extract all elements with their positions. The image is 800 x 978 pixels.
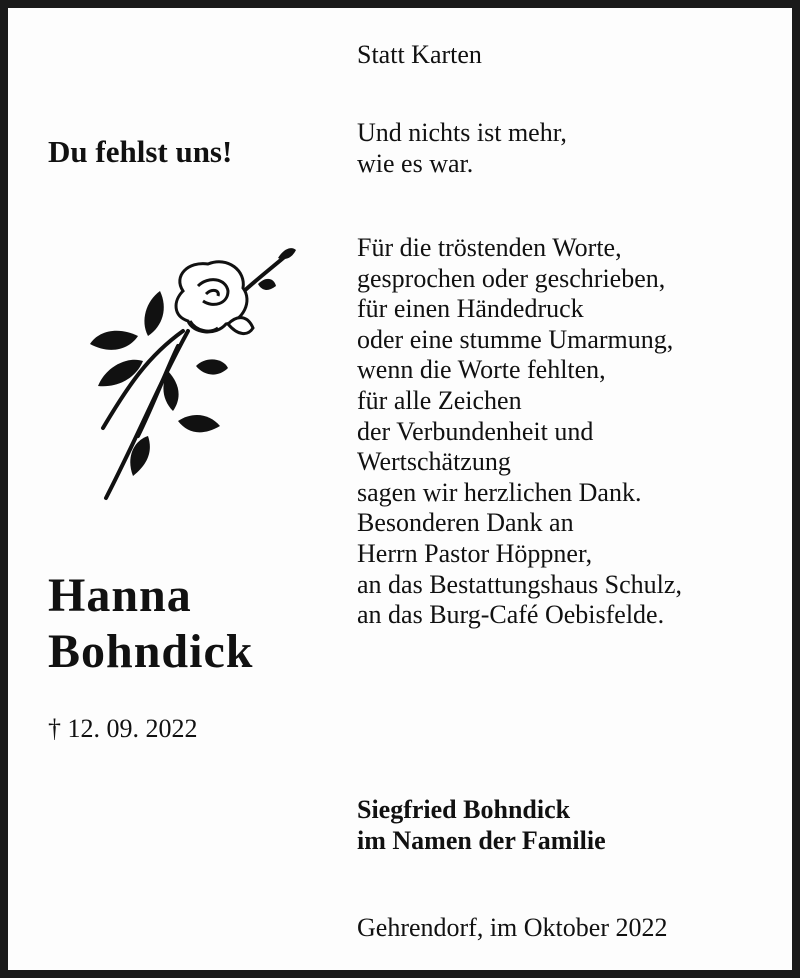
verse-block [357, 118, 777, 179]
thanks-line: gesprochen oder geschrieben, [357, 263, 666, 293]
thanks-line: oder eine stumme Umarmung, [357, 324, 674, 354]
verse-line: Und nichts ist mehr, [357, 118, 567, 147]
thanks-line: Herrn Pastor Höppner, [357, 538, 593, 568]
signature-note: im Namen der Familie [357, 825, 606, 855]
first-name: Hanna [48, 569, 192, 622]
thanks-line: Wertschätzung [357, 447, 511, 477]
thanks-line: der Verbundenheit und [357, 416, 594, 446]
thanks-line: für einen Händedruck [357, 294, 584, 324]
signature-block [357, 795, 777, 856]
thanks-line: an das Burg-Café Oebisfelde. [357, 600, 665, 630]
deceased-name [48, 568, 253, 680]
rose-illustration [78, 236, 318, 506]
thanks-line: Besonderen Dank an [357, 508, 574, 538]
thanks-block [357, 233, 777, 631]
death-date: † 12. 09. 2022 [48, 714, 198, 743]
thanks-line: wenn die Worte fehlten, [357, 355, 606, 385]
thanks-line: Für die tröstenden Worte, [357, 233, 622, 262]
motto-heading: Du fehlst uns! [48, 134, 233, 169]
thanks-line: an das Bestattungshaus Schulz, [357, 569, 682, 599]
thanks-line: für alle Zeichen [357, 385, 522, 415]
verse-line: wie es war. [357, 148, 474, 178]
last-name: Bohndick [48, 625, 254, 678]
intro-text: Statt Karten [357, 40, 482, 69]
place-date: Gehrendorf, im Oktober 2022 [357, 913, 668, 942]
thanks-line: sagen wir herzlichen Dank. [357, 477, 642, 507]
signature-name: Siegfried Bohndick [357, 795, 571, 824]
